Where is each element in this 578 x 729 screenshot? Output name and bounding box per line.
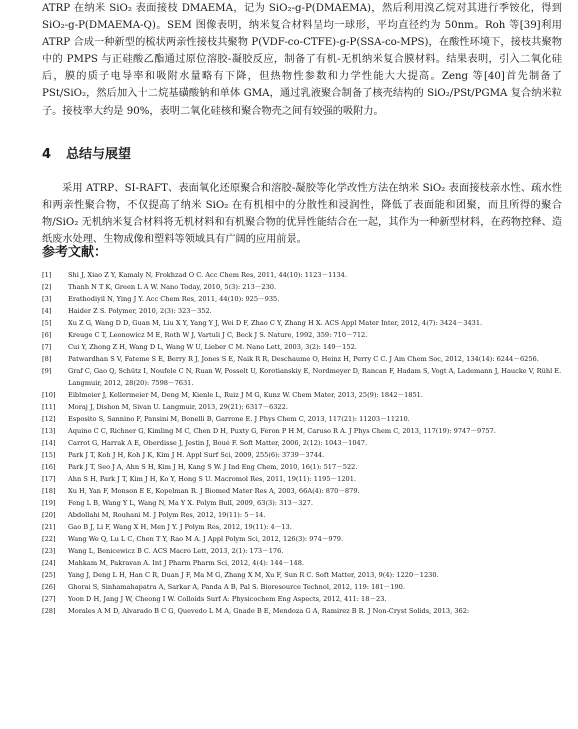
reference-number: [4] xyxy=(42,307,52,315)
reference-item xyxy=(42,461,562,473)
reference-text: Feng L B, Wang Y L, Wang N, Ma Y X. Polym Bull, 2009, 63(3): 313－327. xyxy=(68,499,313,507)
reference-number: [19] xyxy=(42,499,56,507)
reference-number: [17] xyxy=(42,475,56,483)
reference-number: [14] xyxy=(42,439,56,447)
reference-text: Graf C, Gao Q, Schütz I, Noufele C N, Ruan W, Posselt U, Korotianskiy E, Nordmeyer D, Rancan F, Hadam S, Vogt A, Lademann J, Haucke V, Rühl E. Langmuir, 2012, 28(20): 7598－7631. xyxy=(68,367,562,387)
conclusion-paragraph: 采用 ATRP、SI-RAFT、表面氧化还原聚合和溶胶-凝胶等化学改性方法在纳米 SiO₂ 表面接枝亲水性、疏水性和两亲性聚合物，不仅提高了纳米 SiO₂ 在有机相中的分散性和浸润性，降低了表面能和团聚，而且所得的聚合物/SiO₂ 无机纳米复合材料将无机材料和有机聚合物的优异性能结合在一起，其作为一种新型材料，在药物控释、造纸废水处理、生物成像和塑料等领域具有广阔的应用前景。 xyxy=(42,183,562,246)
reference-item xyxy=(42,437,562,449)
reference-item xyxy=(42,581,562,593)
reference-text: Wang We Q, Lu L C, Chen T Y, Rao M A. J Appl Polym Sci, 2012, 126(3): 974－979. xyxy=(68,535,344,543)
reference-text: Cui Y, Zhong Z H, Wang D L, Wang W U, Lieber C M. Nano Lett, 2003, 3(2): 149－152. xyxy=(68,343,357,351)
reference-item xyxy=(42,485,562,497)
reference-number: [23] xyxy=(42,547,56,555)
reference-number: [12] xyxy=(42,415,56,423)
intro-paragraph: ATRP 在纳米 SiO₂ 表面接枝 DMAEMA，记为 SiO₂-g-P(DMAEMA)，然后利用溴乙烷对其进行季铵化，得到 SiO₂-g-P(DMAEMA-Q)。SEM 图像表明，纳米复合材料呈均一球形，平均直径约为 50nm。Roh 等[39]利用 ATRP 合成一种新型的梳状两亲性接枝共聚物 P(VDF-co-CTFE)-g-P(SSA-co-MPS)，在酸性环境下，接枝共聚物中的 PMPS 与正硅酸乙酯通过原位溶胶-凝胶反应，制备了有机-无机纳米复合膜材料。结果表明，引入二氧化硅后，膜的质子电导率和吸附水量略有下降，但热物性参数和力学性能大大提高。Zeng 等[40]首先制备了 PSt/SiO₂，然后加入十二烷基磺酸钠和单体 GMA，通过乳液聚合制备了核壳结构的 SiO₂/PSt/PGMA 复合纳米粒子。接枝率大约是 90%，表明二氧化硅核和聚合物壳之间有较强的吸附力。 xyxy=(42,3,562,117)
reference-item xyxy=(42,293,562,305)
reference-text: Ghorai S, Sinhamahapatra A, Sarkar A, Panda A B, Pal S. Bioresource Technol, 2012, 119: 181－190. xyxy=(68,583,405,591)
reference-number: [22] xyxy=(42,535,56,543)
references-list xyxy=(42,269,562,617)
reference-number: [15] xyxy=(42,451,56,459)
reference-number: [16] xyxy=(42,463,56,471)
reference-number: [25] xyxy=(42,571,56,579)
reference-item xyxy=(42,521,562,533)
reference-text: Xu Z G, Wang D D, Guan M, Liu X Y, Yang Y J, Wei D F, Zhao C Y, Zhang H X. ACS Appl Mater Inter, 2012, 4(7): 3424－3431. xyxy=(68,319,483,327)
reference-text: Abdollahi M, Rouhani M. J Polym Res, 2012, 19(11): 5－14. xyxy=(68,511,266,519)
reference-item xyxy=(42,281,562,293)
reference-text: Ahn S H, Park J T, Kim J H, Ko Y, Hong S U. Macromol Res, 2011, 19(11): 1195－1201. xyxy=(68,475,357,483)
reference-text: Erathodiyil N, Ying J Y. Acc Chem Res, 2011, 44(10): 925－935. xyxy=(68,295,280,303)
reference-item xyxy=(42,593,562,605)
reference-text: Yoon D H, Jang J W, Cheong I W. Colloids Surf A: Physicochem Eng Aspects, 2012, 411: 18－23. xyxy=(68,595,387,603)
reference-number: [27] xyxy=(42,595,56,603)
reference-item xyxy=(42,269,562,281)
reference-item xyxy=(42,341,562,353)
reference-number: [11] xyxy=(42,403,56,411)
reference-text: Aquino C C, Richner G, Kimling M C, Chen D H, Puxty G, Feron P H M, Caruso R A. J Phys Chem C, 2013, 117(19): 9747－9757. xyxy=(68,427,496,435)
reference-number: [8] xyxy=(42,355,52,363)
section-title: 总结与展望 xyxy=(66,147,132,162)
reference-text: Thanh N T K, Green L A W. Nano Today, 2010, 5(3): 213－230. xyxy=(68,283,277,291)
reference-number: [13] xyxy=(42,427,56,435)
reference-number: [26] xyxy=(42,583,56,591)
reference-item xyxy=(42,509,562,521)
reference-item xyxy=(42,389,562,401)
section-heading xyxy=(42,143,131,162)
reference-item xyxy=(42,569,562,581)
reference-text: Yang J, Deng L H, Han C R, Duan J F, Ma M G, Zhang X M, Xu F, Sun R C. Soft Matter, 2013, 9(4): 1220－1230. xyxy=(68,571,439,579)
reference-number: [21] xyxy=(42,523,56,531)
reference-item xyxy=(42,557,562,569)
reference-text: Xu H, Yan F, Monson E E, Kopelman R. J Biomed Mater Res A, 2003, 66A(4): 870－879. xyxy=(68,487,360,495)
reference-text: Wang L, Benicewicz B C. ACS Macro Lett, 2013, 2(1): 173－176. xyxy=(68,547,284,555)
references-title: 参考文献： xyxy=(42,245,108,260)
reference-item xyxy=(42,317,562,329)
reference-item xyxy=(42,413,562,425)
reference-number: [7] xyxy=(42,343,52,351)
reference-text: Mahkam M, Pakravan A. Int J Pharm Pharm Sci, 2012, 4(4): 144－148. xyxy=(68,559,305,567)
reference-text: Park J T, Seo J A, Ahn S H, Kim J H, Kang S W. J Ind Eng Chem, 2010, 16(1): 517－522. xyxy=(68,463,358,471)
reference-text: Haider Z S. Polymer, 2010, 2(3): 323－352. xyxy=(68,307,212,315)
reference-text: Carrot G, Harrak A E, Oberdisse J, Jestin J, Boué F. Soft Matter, 2006, 2(12): 1043－1047. xyxy=(68,439,368,447)
reference-number: [1] xyxy=(42,271,52,279)
reference-number: [6] xyxy=(42,331,52,339)
reference-number: [5] xyxy=(42,319,52,327)
reference-number: [28] xyxy=(42,607,56,615)
reference-item xyxy=(42,449,562,461)
reference-number: [9] xyxy=(42,367,52,375)
reference-text: Moraj J, Dishon M, Sivan U. Langmuir, 2013, 29(21): 6317－6322. xyxy=(68,403,288,411)
reference-number: [18] xyxy=(42,487,56,495)
reference-item xyxy=(42,401,562,413)
reference-item xyxy=(42,533,562,545)
reference-item xyxy=(42,545,562,557)
reference-item xyxy=(42,353,562,365)
reference-text: Shi J, Xiao Z Y, Kamaly N, Frokhzad O C. Acc Chem Res, 2011, 44(10): 1123－1134. xyxy=(68,271,347,279)
reference-item xyxy=(42,305,562,317)
reference-text: Patwardhan S V, Fateme S E, Berry R J, Jones S E, Naik R R, Deschaume O, Heinz H, Perry C C. J Am Chem Soc, 2012, 134(14): 6244－6256. xyxy=(68,355,539,363)
reference-text: Gao B J, Li F, Wang X H, Men J Y. J Polym Res, 2012, 19(11): 4－13. xyxy=(68,523,292,531)
reference-number: [20] xyxy=(42,511,56,519)
reference-number: [24] xyxy=(42,559,56,567)
reference-text: Esposito S, Sannino F, Pansini M, Bonelli B, Garrone E. J Phys Chem C, 2013, 117(21): 11203－11210. xyxy=(68,415,410,423)
reference-item xyxy=(42,365,562,389)
reference-number: [10] xyxy=(42,391,56,399)
reference-number: [3] xyxy=(42,295,52,303)
reference-text: Park J T, Koh J H, Koh J K, Kim J H. Appl Surf Sci, 2009, 255(6): 3739－3744. xyxy=(68,451,325,459)
section-number: 4 xyxy=(42,147,52,162)
reference-item xyxy=(42,605,562,617)
intro-text-block xyxy=(42,0,562,120)
reference-item xyxy=(42,473,562,485)
reference-text: Kreuge C T, Leonowicz M E, Roth W J, Vartuli J C, Beck J S. Nature, 1992, 359: 710－712. xyxy=(68,331,368,339)
reference-item xyxy=(42,329,562,341)
reference-number: [2] xyxy=(42,283,52,291)
reference-text: Eiblmeier J, Kellermeier M, Deng M, Kienle L, Ruiz J M G, Kunz W. Chem Mater, 2013, 25(9): 1842－1851. xyxy=(68,391,423,399)
reference-item xyxy=(42,497,562,509)
reference-text: Morales A M D, Alvarado B C G, Quevedo L M A, Gnade B E, Mendoza G A, Ramirez B R. J Non-Cryst Solids, 2013, 362: xyxy=(68,607,470,615)
reference-item xyxy=(42,425,562,437)
